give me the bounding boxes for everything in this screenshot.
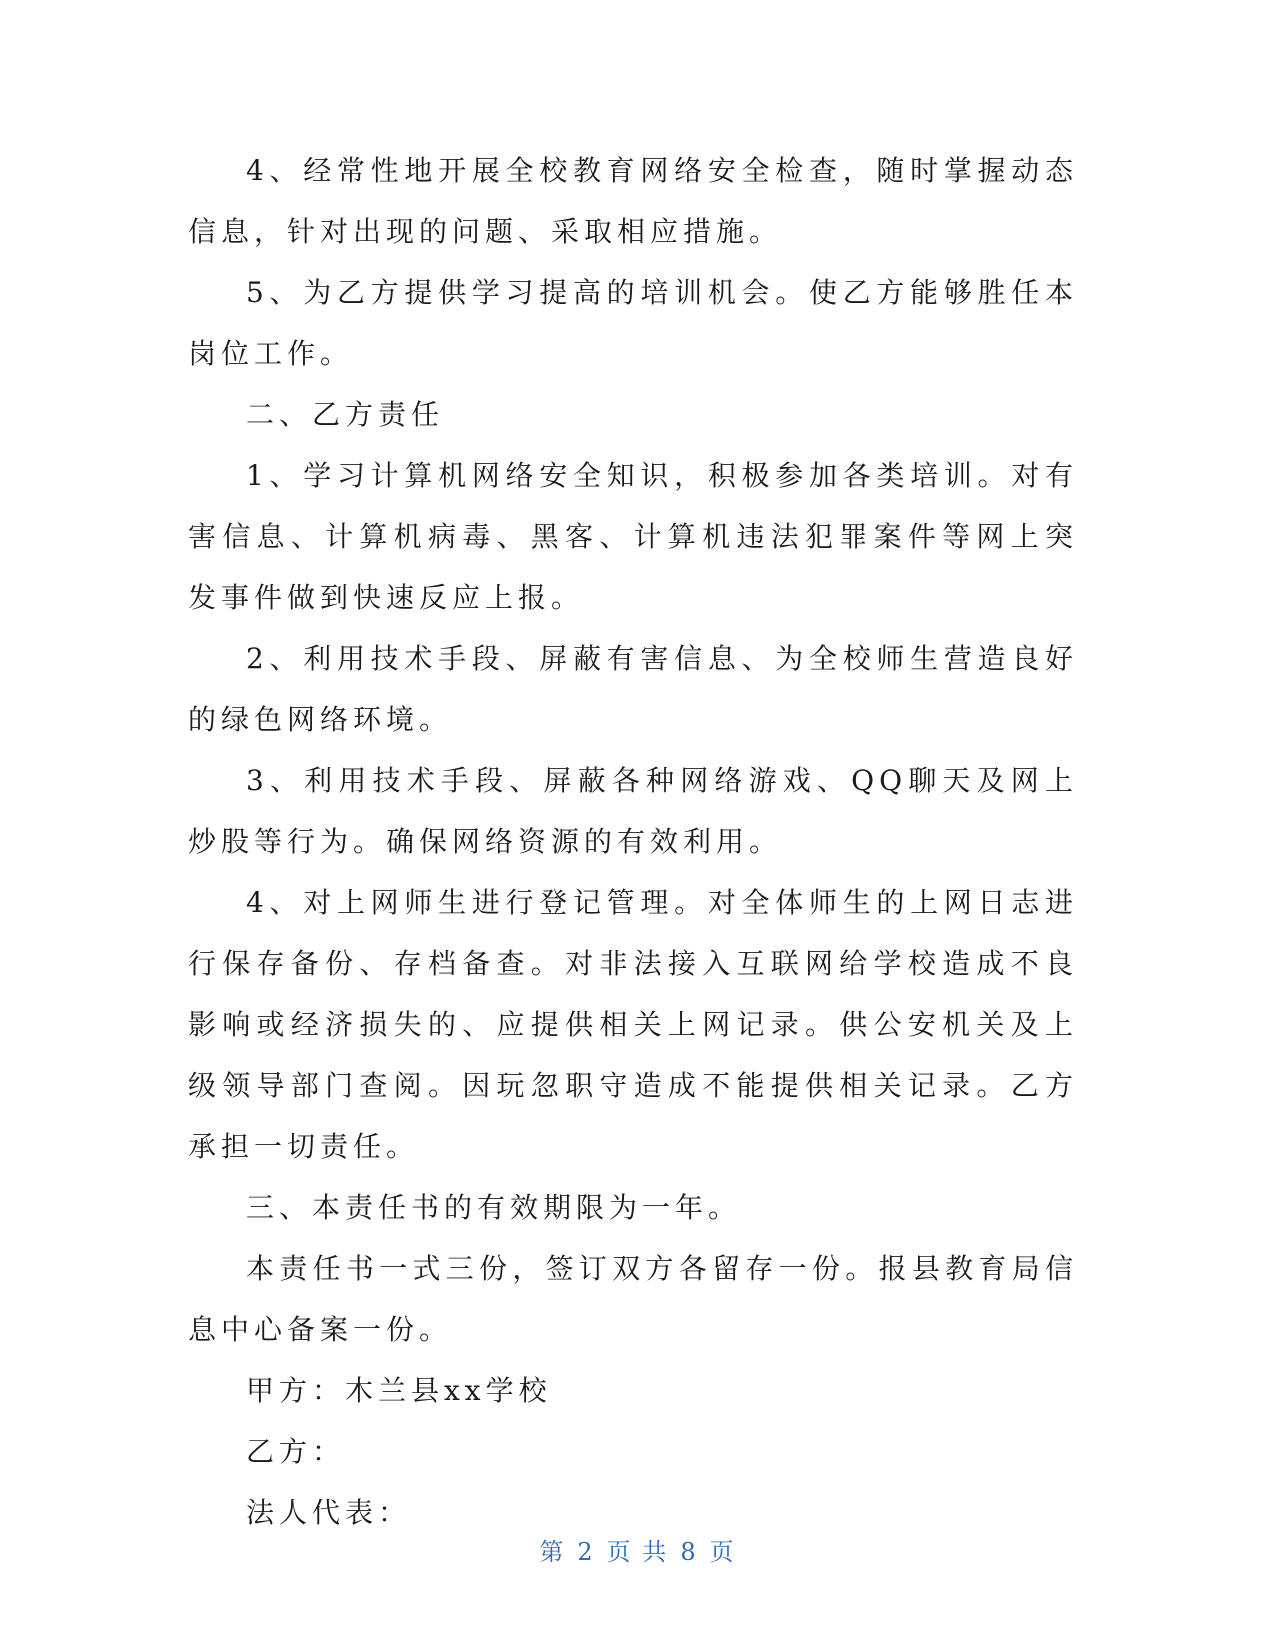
footer-page-number: 2 <box>577 1538 595 1566</box>
paragraph-item-5: 5、为乙方提供学习提高的培训机会。使乙方能够胜任本岗位工作。 <box>188 276 1078 370</box>
signature-party-b: 乙方： <box>246 1435 346 1468</box>
signature-legal-rep: 法人代表： <box>246 1496 412 1529</box>
footer-suffix: 页 <box>709 1538 736 1566</box>
paragraph-b-item-4: 4、对上网师生进行登记管理。对全体师生的上网日志进行保存备份、存档备查。对非法接入互联网给学校造成不良影响或经济损失的、应提供相关上网记录。供公安机关及上级领导部门查阅。因玩忽职守造成不能提供相关记录。乙方承担一切责任。 <box>188 886 1078 1163</box>
section-heading-validity: 三、本责任书的有效期限为一年。 <box>246 1191 742 1224</box>
paragraph-b-item-3: 3、利用技术手段、屏蔽各种网络游戏、QQ聊天及网上炒股等行为。确保网络资源的有效利用。 <box>188 764 1078 858</box>
section-heading-party-b: 二、乙方责任 <box>246 398 445 431</box>
footer-prefix: 第 <box>539 1538 566 1566</box>
paragraph-item-4: 4、经常性地开展全校教育网络安全检查，随时掌握动态信息，针对出现的问题、采取相应措施。 <box>188 154 1078 248</box>
footer-middle: 页 共 <box>606 1538 669 1566</box>
signature-party-a: 甲方：木兰县xx学校 <box>246 1374 552 1407</box>
footer-total-pages: 8 <box>680 1538 698 1566</box>
paragraph-b-item-2: 2、利用技术手段、屏蔽有害信息、为全校师生营造良好的绿色网络环境。 <box>188 642 1078 736</box>
page-footer <box>0 1532 1275 1567</box>
paragraph-b-item-1: 1、学习计算机网络安全知识，积极参加各类培训。对有害信息、计算机病毒、黑客、计算机违法犯罪案件等网上突发事件做到快速反应上报。 <box>188 459 1078 614</box>
document-body <box>188 140 1078 1543</box>
copies-paragraph: 本责任书一式三份，签订双方各留存一份。报县教育局信息中心备案一份。 <box>188 1252 1078 1346</box>
